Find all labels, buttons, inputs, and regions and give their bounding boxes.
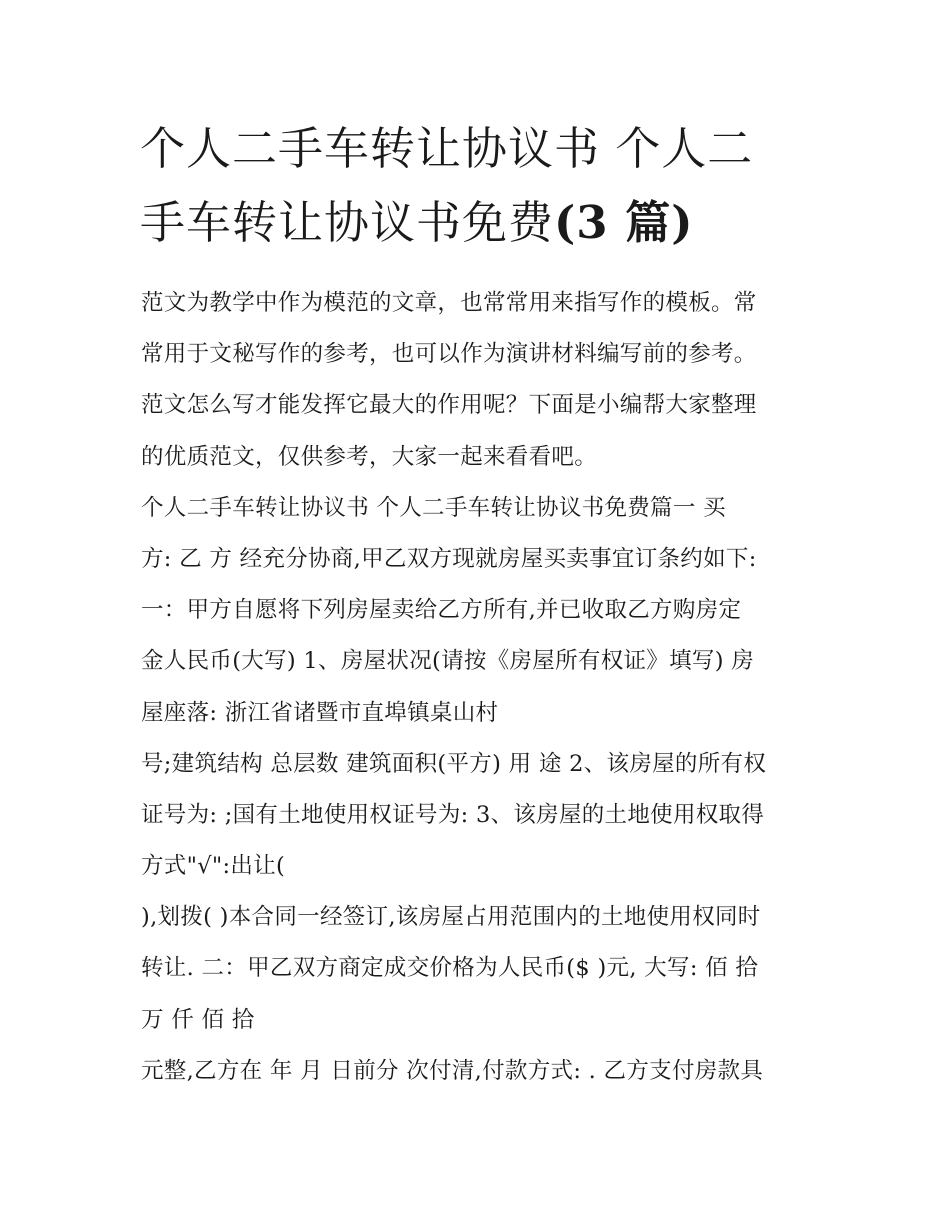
body-line: 号;建筑结构 总层数 建筑面积(平方) 用 途 2、该房屋的所有权	[141, 750, 767, 777]
document-title	[140, 112, 830, 260]
body-line: 屋座落: 浙江省诸暨市直埠镇桌山村	[141, 699, 499, 726]
body-line: 万 仟 佰 拾	[141, 1006, 255, 1033]
body-line: 的优质范文，仅供参考，大家一起来看看吧。	[141, 443, 598, 470]
body-line: ),划拨( )本合同一经签订,该房屋占用范围内的土地使用权同时	[141, 904, 761, 931]
title-line-2: 手车转让协议书免费	[140, 196, 555, 249]
title-line-2-suffix: (3 篇)	[554, 196, 694, 249]
body-line: 常用于文秘写作的参考，也可以作为演讲材料编写前的参考。	[141, 341, 757, 368]
body-line: 元整,乙方在 年 月 日前分 次付清,付款方式: . 乙方支付房款具	[141, 1057, 764, 1084]
body-line: 金人民币(大写) 1、房屋状况(请按《房屋所有权证》填写) 房	[141, 648, 755, 675]
title-line-1: 个人二手车转让协议书 个人二	[140, 122, 754, 175]
body-line: 一：甲方自愿将下列房屋卖给乙方所有,并已收取乙方购房定	[141, 597, 742, 624]
body-line: 方: 乙 方 经充分协商,甲乙双方现就房屋买卖事宜订条约如下:	[141, 545, 757, 572]
body-line: 范文怎么写才能发挥它最大的作用呢？下面是小编帮大家整理	[141, 392, 757, 419]
body-line: 个人二手车转让协议书 个人二手车转让协议书免费篇一 买	[141, 494, 726, 521]
document-body	[141, 278, 821, 1097]
body-line: 证号为: ;国有土地使用权证号为: 3、该房屋的土地使用权取得	[141, 801, 765, 828]
body-line: 范文为教学中作为模范的文章，也常常用来指写作的模板。常	[141, 290, 757, 316]
body-line: 方式"√":出让(	[141, 853, 286, 880]
body-line: 转让. 二：甲乙双方商定成交价格为人民币($ )元, 大写: 佰 拾	[141, 955, 759, 982]
